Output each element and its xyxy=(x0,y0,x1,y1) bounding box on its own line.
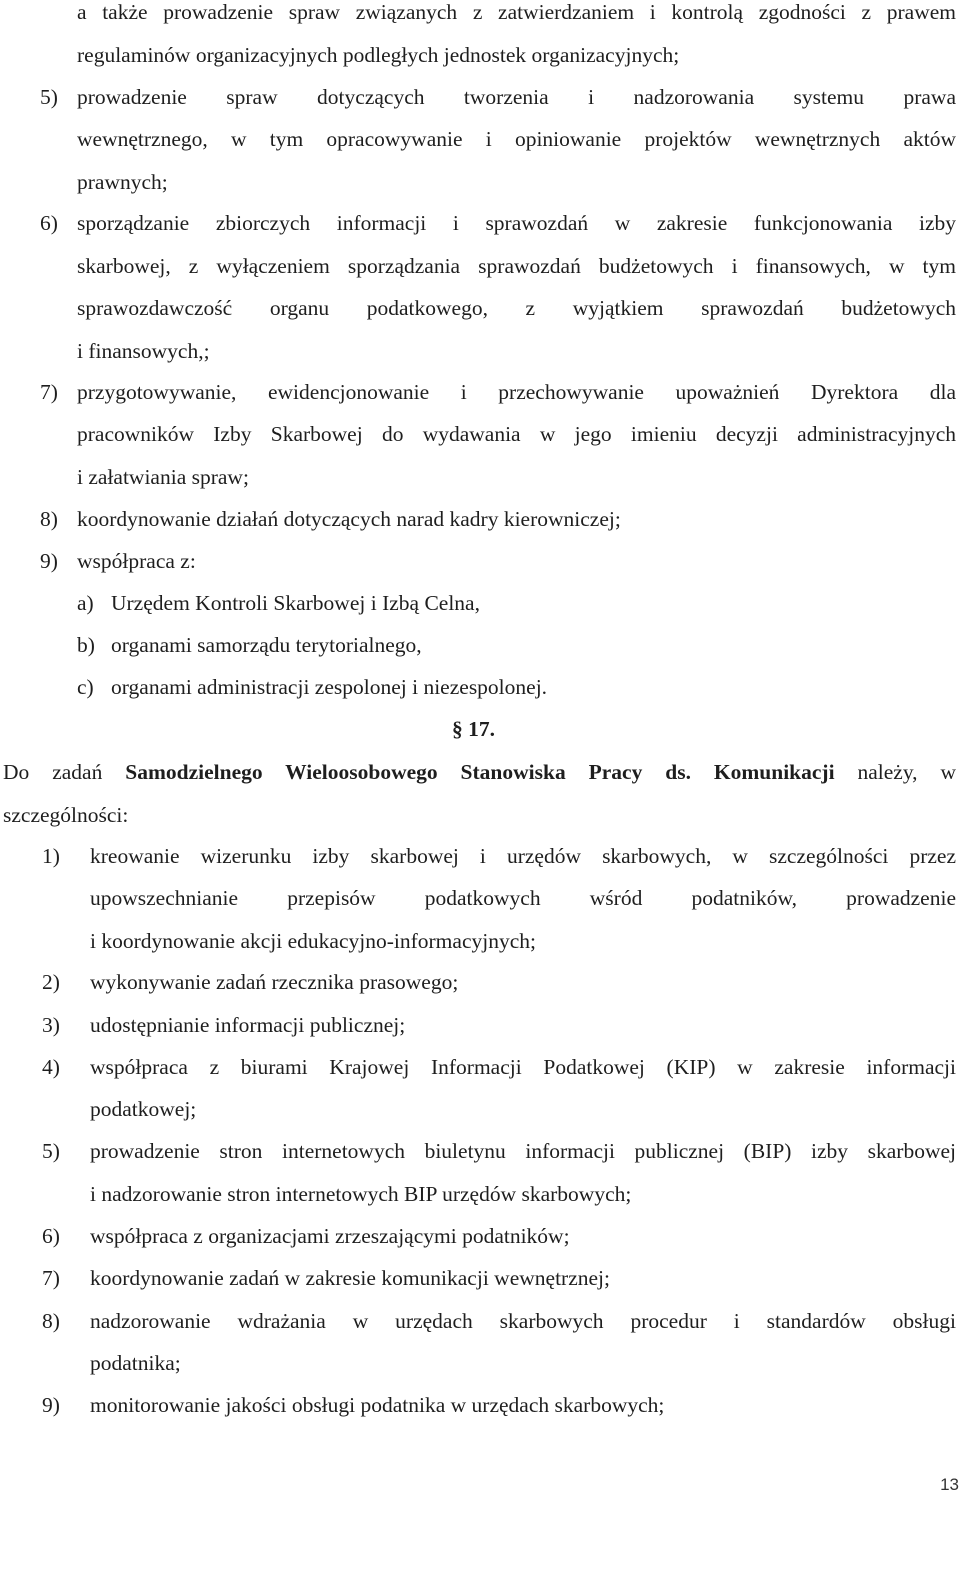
list-item-number: 6) xyxy=(40,211,58,235)
body-line: a także prowadzenie spraw związanych z zatwierdzaniem i kontrolą zgodności z prawem xyxy=(77,0,956,24)
unit-name-topic: Komunikacji xyxy=(713,760,835,784)
list-item-number: 5) xyxy=(40,85,58,109)
list-item-line: udostępnianie informacji publicznej; xyxy=(90,1013,406,1037)
list-item-number: 7) xyxy=(40,380,58,404)
list-item-line: współpraca z organizacjami zrzeszającymi podatników; xyxy=(90,1224,570,1248)
sub-item-letter: a) xyxy=(77,591,94,615)
list-item-line: wykonywanie zadań rzecznika prasowego; xyxy=(90,970,459,994)
list-item-number: 2) xyxy=(42,970,60,994)
list-item-line: i koordynowanie akcji edukacyjno-informacyjnych; xyxy=(90,929,536,953)
list-item-line: upowszechnianie przepisów podatkowych wśród podatników, prowadzenie xyxy=(90,886,956,910)
list-item-line: i nadzorowanie stron internetowych BIP urzędów skarbowych; xyxy=(90,1182,632,1206)
list-item-line: prowadzenie spraw dotyczących tworzenia i nadzorowania systemu prawa xyxy=(77,85,956,109)
list-item-number: 9) xyxy=(40,549,58,573)
sub-item-letter: c) xyxy=(77,675,94,699)
list-item-line: skarbowej, z wyłączeniem sporządzania sprawozdań budżetowych i finansowych, w tym xyxy=(77,254,956,278)
list-item-line: nadzorowanie wdrażania w urzędach skarbowych procedur i standardów obsługi xyxy=(90,1309,956,1333)
sub-item-text: Urzędem Kontroli Skarbowej i Izbą Celna, xyxy=(111,591,480,615)
list-item-line: monitorowanie jakości obsługi podatnika w urzędach skarbowych; xyxy=(90,1393,665,1417)
sub-item-text: organami samorządu terytorialnego, xyxy=(111,633,422,657)
list-item-line: podatkowej; xyxy=(90,1097,197,1121)
list-item-line: podatnika; xyxy=(90,1351,181,1375)
body-line: regulaminów organizacyjnych podległych jednostek organizacyjnych; xyxy=(77,43,680,67)
list-item-line: przygotowywanie, ewidencjonowanie i przechowywanie upoważnień Dyrektora dla xyxy=(77,380,956,404)
sub-item-letter: b) xyxy=(77,633,95,657)
list-item-line: sporządzanie zbiorczych informacji i sprawozdań w zakresie funkcjonowania izby xyxy=(77,211,956,235)
section-intro xyxy=(3,757,956,787)
list-item-line: wewnętrznego, w tym opracowywanie i opiniowanie projektów wewnętrznych aktów xyxy=(77,127,956,151)
intro-suffix: należy, w xyxy=(857,760,956,784)
list-item-line: współpraca z biurami Krajowej Informacji Podatkowej (KIP) w zakresie informacji xyxy=(90,1055,956,1079)
intro-prefix: Do zadań xyxy=(3,760,126,784)
list-item-number: 8) xyxy=(42,1309,60,1333)
list-item-number: 5) xyxy=(42,1139,60,1163)
list-item-number: 9) xyxy=(42,1393,60,1417)
sub-item-text: organami administracji zespolonej i niezespolonej. xyxy=(111,675,548,699)
list-item-line: koordynowanie działań dotyczących narad kadry kierowniczej; xyxy=(77,507,621,531)
list-item-number: 8) xyxy=(40,507,58,531)
list-item-line: i załatwiania spraw; xyxy=(77,465,249,489)
list-item-line: prawnych; xyxy=(77,170,168,194)
section-heading: § 17. xyxy=(452,717,495,741)
list-item-line: pracowników Izby Skarbowej do wydawania w jego imieniu decyzji administracyjnych xyxy=(77,422,956,446)
list-item-number: 1) xyxy=(42,844,60,868)
list-item-line: sprawozdawczość organu podatkowego, z wyjątkiem sprawozdań budżetowych xyxy=(77,296,956,320)
list-item-line: współpraca z: xyxy=(77,549,196,573)
list-item-number: 7) xyxy=(42,1266,60,1290)
list-item-line: prowadzenie stron internetowych biuletynu informacji publicznej (BIP) izby skarbowej xyxy=(90,1139,956,1163)
list-item-number: 4) xyxy=(42,1055,60,1079)
page-number: 13 xyxy=(940,1475,959,1494)
list-item-number: 6) xyxy=(42,1224,60,1248)
list-item-line: koordynowanie zadań w zakresie komunikacji wewnętrznej; xyxy=(90,1266,610,1290)
list-item-line: i finansowych,; xyxy=(77,339,210,363)
section-intro-line: szczególności: xyxy=(3,803,129,827)
list-item-line: kreowanie wizerunku izby skarbowej i urzędów skarbowych, w szczególności przez xyxy=(90,844,956,868)
list-item-number: 3) xyxy=(42,1013,60,1037)
unit-name: Samodzielnego Wieloosobowego Stanowiska Pracy ds. xyxy=(125,760,691,784)
